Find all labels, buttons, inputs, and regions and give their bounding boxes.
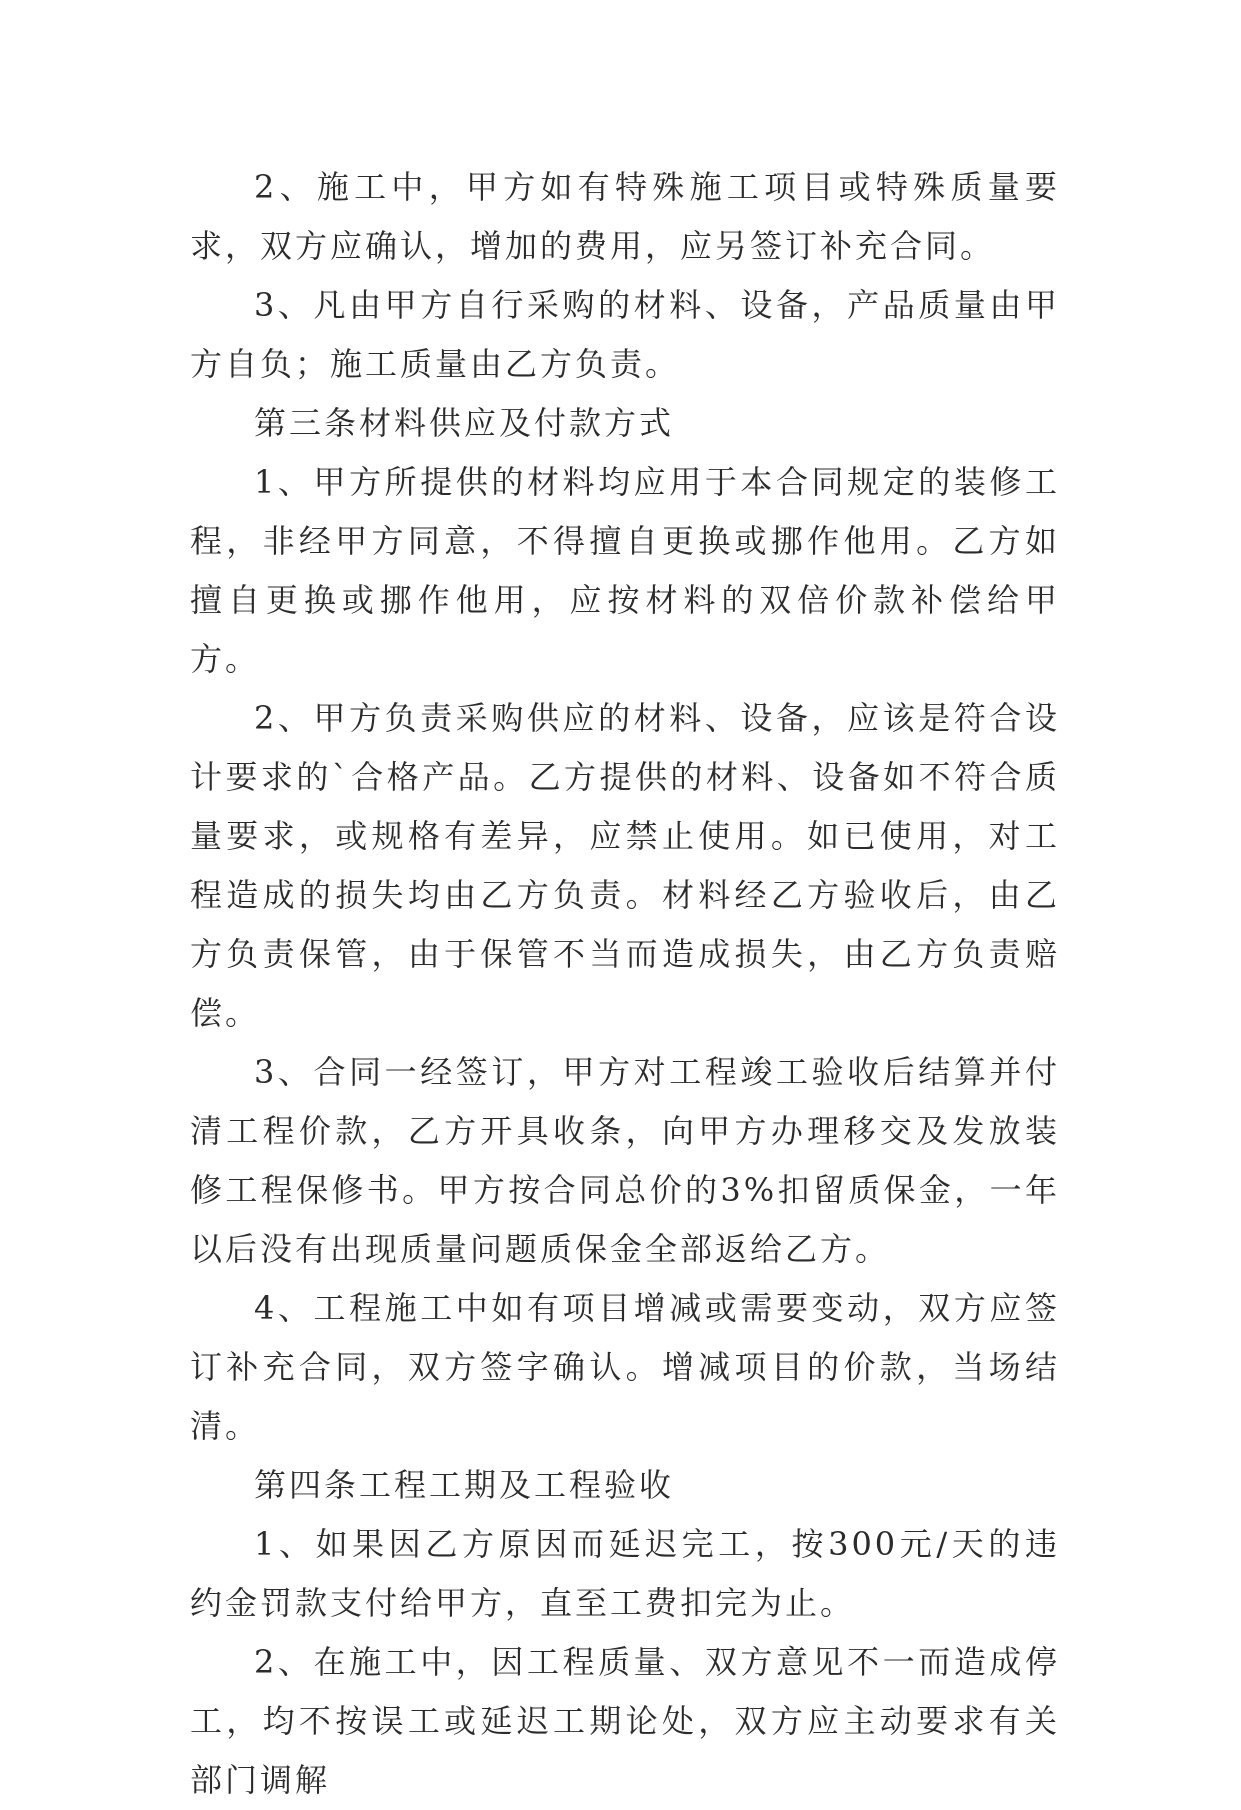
section-heading-article-4: 第四条工程工期及工程验收 [254,1466,675,1504]
paragraph-article-4-item-2: 2、在施工中，因工程质量、双方意见不一而造成停工，均不按误工或延迟工期论处，双方应主动要求有关部门调解 [190,1643,1060,1799]
paragraph-article-3-item-2: 2、甲方负责采购供应的材料、设备，应该是符合设计要求的`合格产品。乙方提供的材料、设备如不符合质量要求，或规格有差异，应禁止使用。如已使用，对工程造成的损失均由乙方负责。材料经乙方验收后，由乙方负责保管，由于保管不当而造成损失，由乙方负责赔偿。 [190,699,1060,1032]
section-heading-article-3: 第三条材料供应及付款方式 [254,404,675,442]
paragraph-article-3-item-4: 4、工程施工中如有项目增减或需要变动，双方应签订补充合同，双方签字确认。增减项目的价款，当场结清。 [190,1289,1060,1445]
paragraph-article-3-item-1: 1、甲方所提供的材料均应用于本合同规定的装修工程，非经甲方同意，不得擅自更换或挪作他用。乙方如擅自更换或挪作他用，应按材料的双倍价款补偿给甲方。 [190,463,1060,678]
document-body [190,158,1060,1810]
paragraph-article-4-item-1: 1、如果因乙方原因而延迟完工，按300元/天的违约金罚款支付给甲方，直至工费扣完为止。 [190,1525,1060,1622]
paragraph-3-self-purchased-materials: 3、凡由甲方自行采购的材料、设备，产品质量由甲方自负；施工质量由乙方负责。 [190,286,1060,383]
paragraph-2-special-requirements: 2、施工中，甲方如有特殊施工项目或特殊质量要求，双方应确认，增加的费用，应另签订补充合同。 [190,168,1060,265]
paragraph-article-3-item-3: 3、合同一经签订，甲方对工程竣工验收后结算并付清工程价款，乙方开具收条，向甲方办理移交及发放装修工程保修书。甲方按合同总价的3%扣留质保金，一年以后没有出现质量问题质保金全部返给乙方。 [190,1053,1060,1268]
